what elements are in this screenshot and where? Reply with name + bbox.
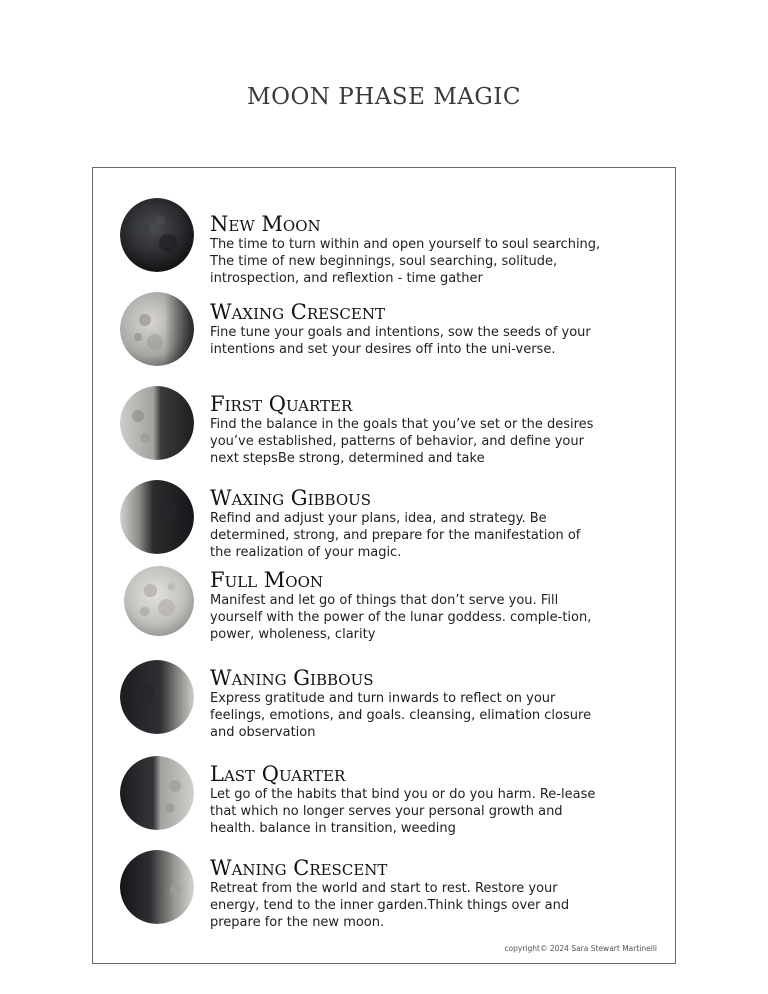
phase-full-moon: [93, 564, 677, 656]
phase-first-quarter: [93, 380, 677, 472]
phase-waning-gibbous: [93, 658, 677, 750]
phase-name: First Quarter: [210, 392, 353, 416]
phase-description: Manifest and let go of things that don’t serve you. Fill yourself with the power of the lunar goddess. comple-tion, power, wholeness, clarity: [210, 593, 592, 642]
page-title: MOON PHASE MAGIC: [247, 84, 521, 110]
waning-crescent-icon: [120, 850, 194, 924]
phase-name: Waning Crescent: [210, 856, 388, 880]
phase-waning-crescent: [93, 846, 677, 938]
phase-name: Waxing Gibbous: [210, 486, 372, 510]
phase-name: Waxing Crescent: [210, 300, 385, 324]
last-quarter-icon: [120, 756, 194, 830]
phase-description: Refind and adjust your plans, idea, and strategy. Be determined, strong, and prepare for the manifestation of the realization of your magic.: [210, 511, 581, 560]
waxing-gibbous-icon: [120, 480, 194, 554]
phase-description: Retreat from the world and start to rest. Restore your energy, tend to the inner garden.Think things over and prepare for the new moon.: [210, 881, 570, 930]
phase-description: Let go of the habits that bind you or do you harm. Re-lease that which no longer serves your personal growth and health. balance in transition, weeding: [210, 787, 596, 836]
phase-new-moon: [93, 196, 677, 288]
full-moon-icon: [124, 566, 194, 636]
waning-gibbous-icon: [120, 660, 194, 734]
phase-last-quarter: [93, 752, 677, 844]
phase-name: New Moon: [210, 212, 321, 236]
phase-name: Last Quarter: [210, 762, 346, 786]
copyright-notice: copyright© 2024 Sara Stewart Martinelli: [504, 944, 657, 953]
waxing-crescent-icon: [120, 292, 194, 366]
phase-description: Fine tune your goals and intentions, sow the seeds of your intentions and set your desires off into the uni-verse.: [210, 325, 591, 357]
new-moon-icon: [120, 198, 194, 272]
phase-description: Express gratitude and turn inwards to reflect on your feelings, emotions, and goals. cleansing, elimation closure and observation: [210, 691, 592, 740]
first-quarter-icon: [120, 386, 194, 460]
phase-description: The time to turn within and open yourself to soul searching, The time of new beginnings, soul searching, solitude, introspection, and reflextion - time gather: [210, 237, 601, 286]
phase-name: Waning Gibbous: [210, 666, 374, 690]
phase-name: Full Moon: [210, 568, 324, 592]
content-frame: [92, 167, 676, 964]
phase-waxing-gibbous: [93, 474, 677, 566]
phase-description: Find the balance in the goals that you’ve set or the desires you’ve established, patterns of behavior, and define your next stepsBe strong, determined and take: [210, 417, 594, 466]
phase-waxing-crescent: [93, 286, 677, 378]
